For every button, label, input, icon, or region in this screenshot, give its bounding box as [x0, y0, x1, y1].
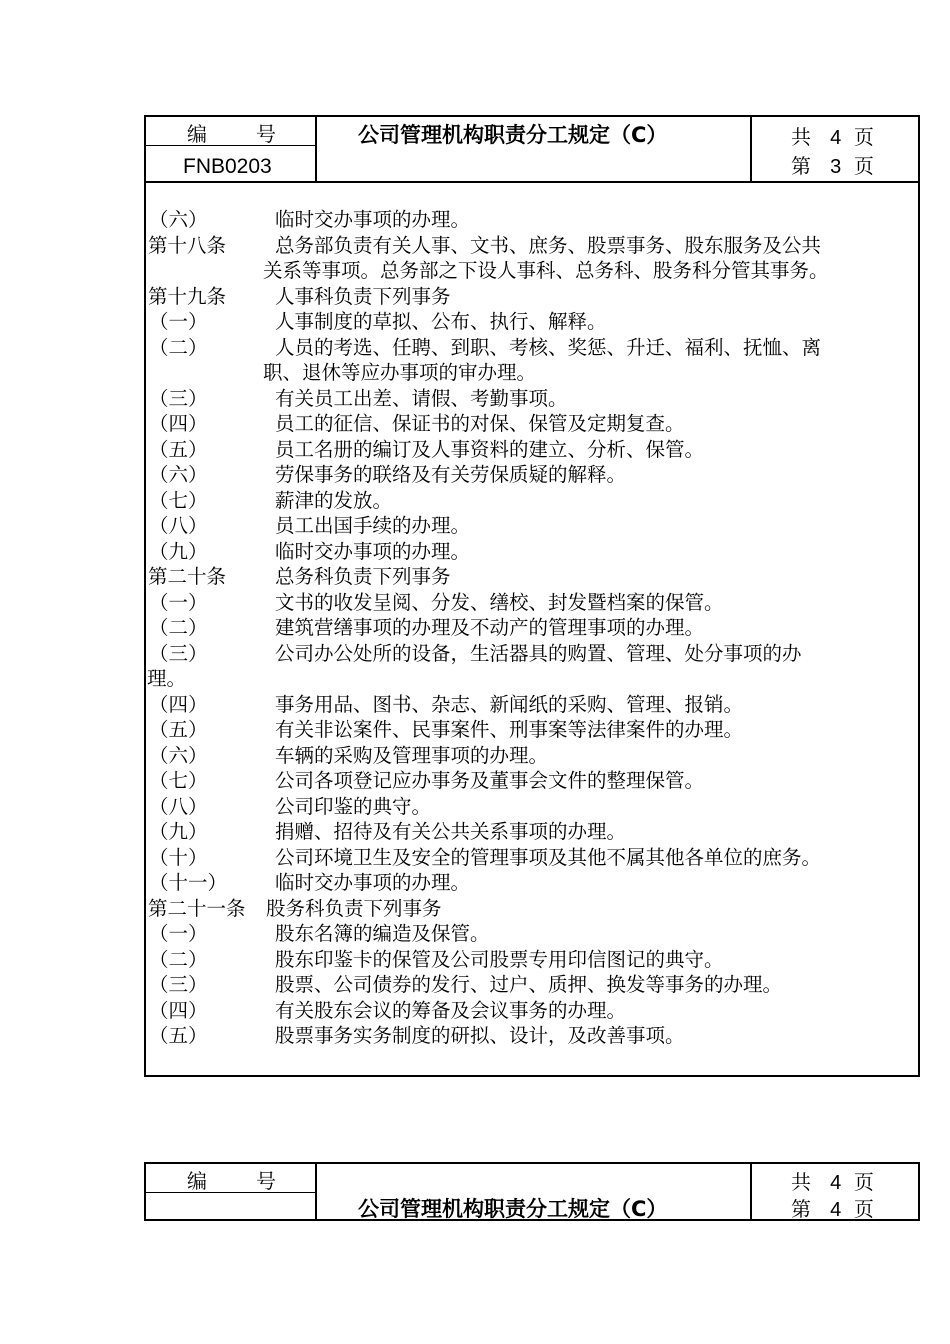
page4-page-suffix-2: 页: [853, 1197, 874, 1221]
item-marker: （二）: [149, 616, 208, 639]
page4-divider-right: [750, 1162, 752, 1221]
total-pages-line: [791, 121, 874, 150]
item-text: 临时交办事项的办理。: [275, 539, 471, 563]
item-marker: （一）: [149, 590, 208, 614]
item-text: 薪津的发放。: [275, 488, 393, 512]
article-number: 第二十一条: [148, 896, 246, 920]
article-number: 第十九条: [148, 284, 227, 308]
page4-page-suffix: 页: [853, 1170, 874, 1194]
item-text: 劳保事务的联络及有关劳保质疑的解释。: [275, 463, 627, 486]
continuation-line: 职、退休等应办事项的审办理。: [263, 361, 537, 384]
item-marker: （六）: [149, 208, 208, 231]
continuation-line: 关系等事项。总务部之下设人事科、总务科、股务科分管其事务。: [263, 259, 829, 282]
item-marker: （六）: [149, 463, 208, 486]
page4-number-label-left: 编: [187, 1169, 207, 1193]
item-marker: （六）: [149, 743, 208, 767]
item-marker: （七）: [149, 769, 208, 792]
item-marker: （四）: [149, 692, 208, 716]
item-text: 临时交办事项的办理。: [275, 871, 471, 894]
item-text: 公司办公处所的设备，生活器具的购置、管理、处分事项的办: [275, 641, 802, 665]
document-title: 公司管理机构职责分工规定（C）: [358, 123, 668, 147]
item-text: 股东名簿的编造及保管。: [275, 922, 490, 945]
page4-total-prefix: 共: [791, 1170, 811, 1194]
item-marker: （八）: [149, 794, 208, 818]
item-text: 车辆的采购及管理事项的办理。: [275, 743, 549, 767]
item-marker: （五）: [149, 437, 208, 461]
item-text: 文书的收发呈阅、分发、缮校、封发暨档案的保管。: [275, 590, 724, 614]
current-page-line: [791, 150, 874, 179]
item-text: 公司各项登记应办事务及董事会文件的整理保管。: [275, 769, 705, 792]
item-text: 捐赠、招待及有关公共关系事项的办理。: [275, 820, 627, 843]
item-marker: （一）: [149, 310, 208, 333]
page-suffix-2: 页: [853, 154, 874, 178]
page4-document-title: 公司管理机构职责分工规定（C）: [358, 1197, 668, 1221]
item-text: 有关股东会议的筹备及会议事务的办理。: [275, 998, 627, 1022]
item-marker: （三）: [149, 973, 208, 996]
item-marker: （八）: [149, 514, 208, 537]
page4-divider-left: [315, 1162, 317, 1221]
item-marker: （一）: [149, 922, 208, 945]
item-text: 有关非讼案件、民事案件、刑事案等法律案件的办理。: [275, 718, 744, 741]
item-text: 员工的征信、保证书的对保、保管及定期复查。: [275, 412, 685, 435]
page4-total-pages-line: [791, 1166, 874, 1195]
item-text: 公司环境卫生及安全的管理事项及其他不属其他各单位的庶务。: [275, 845, 822, 869]
page4-current-page-line: [791, 1193, 874, 1222]
document-code: FNB0203: [183, 155, 272, 178]
item-text: 股东印鉴卡的保管及公司股票专用印信图记的典守。: [275, 947, 724, 971]
number-label-left: 编: [187, 122, 207, 146]
current-prefix: 第: [791, 154, 811, 178]
item-marker: （五）: [149, 718, 208, 741]
item-text: 员工出国手续的办理。: [275, 514, 471, 537]
item-marker: （五）: [149, 1024, 208, 1047]
page4-number-label-right: 号: [256, 1169, 276, 1193]
total-prefix: 共: [791, 125, 811, 149]
item-marker: （十一）: [149, 871, 228, 894]
header-bottom-rule: [144, 181, 920, 183]
item-text: 建筑营缮事项的办理及不动产的管理事项的办理。: [275, 616, 705, 639]
article-text: 人事科负责下列事务: [275, 284, 451, 308]
page4-current-prefix: 第: [791, 1197, 811, 1221]
item-marker: （七）: [149, 488, 208, 512]
article-text: 股务科负责下列事务: [266, 896, 442, 920]
page4-number-cell-rule: [146, 1192, 315, 1193]
item-marker: （十）: [149, 845, 208, 869]
item-marker: （二）: [149, 335, 208, 359]
item-text: 人事制度的草拟、公布、执行、解释。: [275, 310, 607, 333]
item-text: 公司印鉴的典守。: [275, 794, 432, 818]
item-marker: （九）: [149, 820, 208, 843]
header-divider-left: [315, 115, 317, 182]
item-text: 有关员工出差、请假、考勤事项。: [275, 386, 568, 410]
page-suffix: 页: [853, 125, 874, 149]
item-text: 员工名册的编订及人事资料的建立、分析、保管。: [275, 437, 705, 461]
continuation-line: 理。: [147, 667, 187, 690]
item-text: 事务用品、图书、杂志、新闻纸的采购、管理、报销。: [275, 692, 744, 716]
item-marker: （二）: [149, 947, 208, 971]
item-marker: （四）: [149, 412, 208, 435]
item-marker: （三）: [149, 641, 208, 665]
item-marker: （九）: [149, 539, 208, 563]
page4-current-page: 4: [830, 1199, 842, 1221]
article-text: 总务科负责下列事务: [275, 565, 451, 588]
number-label-right: 号: [256, 122, 276, 146]
item-text: 临时交办事项的办理。: [275, 208, 471, 231]
article-number: 第二十条: [148, 565, 227, 588]
item-marker: （三）: [149, 386, 208, 410]
current-page: 3: [830, 156, 842, 178]
article-text: 总务部负责有关人事、文书、庶务、股票事务、股东服务及公共: [275, 233, 822, 257]
number-cell-rule: [146, 145, 315, 146]
header-divider-right: [750, 115, 752, 182]
item-text: 人员的考选、任聘、到职、考核、奖惩、升迁、福利、抚恤、离: [275, 335, 822, 359]
item-text: 股票、公司债券的发行、过户、质押、换发等事务的办理。: [275, 973, 783, 996]
item-text: 股票事务实务制度的研拟、设计，及改善事项。: [275, 1024, 685, 1047]
page4-total-pages: 4: [830, 1172, 842, 1194]
item-marker: （四）: [149, 998, 208, 1022]
article-number: 第十八条: [148, 233, 227, 257]
total-pages: 4: [830, 127, 842, 149]
